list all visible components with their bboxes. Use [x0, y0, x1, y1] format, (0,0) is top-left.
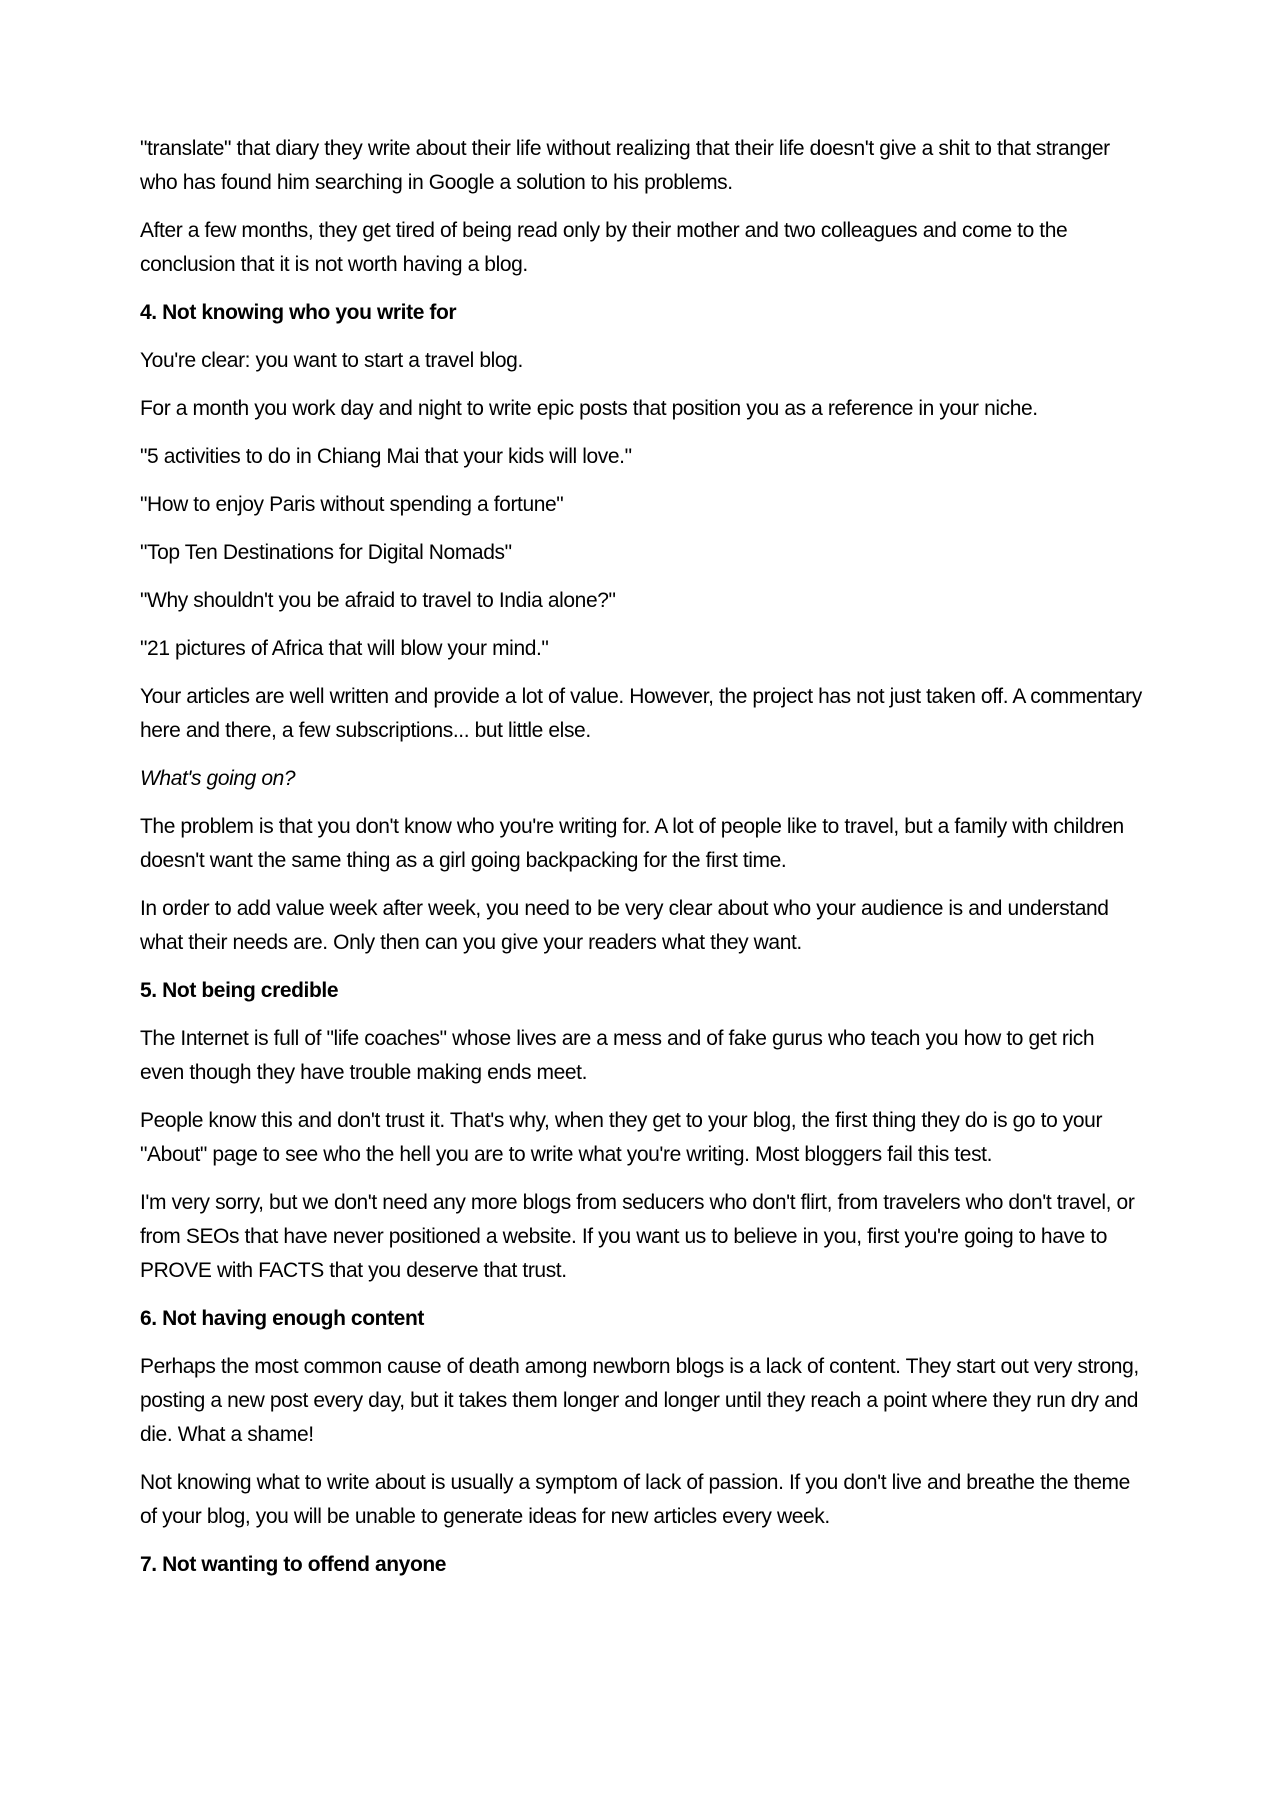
paragraph: "21 pictures of Africa that will blow your mind."	[140, 637, 549, 660]
paragraph: Your articles are well written and provide a lot of value. However, the project has not just taken off. A commentary here and there, a few subscriptions... but little else.	[140, 685, 1142, 742]
section-heading: 5. Not being credible	[140, 979, 339, 1002]
paragraph: I'm very sorry, but we don't need any more blogs from seducers who don't flirt, from travelers who don't travel, or from SEOs that have never positioned a website. If you want us to believe in you, first you're going to have to PROVE with FACTS that you deserve that trust.	[140, 1191, 1135, 1282]
italic-paragraph: What's going on?	[140, 767, 296, 790]
paragraph: "How to enjoy Paris without spending a fortune"	[140, 493, 564, 516]
paragraph: The problem is that you don't know who you're writing for. A lot of people like to travel, but a family with children doesn't want the same thing as a girl going backpacking for the first time.	[140, 815, 1124, 872]
section-heading: 6. Not having enough content	[140, 1307, 424, 1330]
paragraph: After a few months, they get tired of being read only by their mother and two colleagues and come to the conclusion that it is not worth having a blog.	[140, 219, 1068, 276]
paragraph: "5 activities to do in Chiang Mai that your kids will love."	[140, 445, 632, 468]
paragraph: "Why shouldn't you be afraid to travel to India alone?"	[140, 589, 616, 612]
section-heading: 4. Not knowing who you write for	[140, 301, 457, 324]
paragraph: "Top Ten Destinations for Digital Nomads"	[140, 541, 512, 564]
paragraph: The Internet is full of "life coaches" whose lives are a mess and of fake gurus who teach you how to get rich even though they have trouble making ends meet.	[140, 1027, 1095, 1084]
paragraph: Not knowing what to write about is usually a symptom of lack of passion. If you don't live and breathe the theme of your blog, you will be unable to generate ideas for new articles every week.	[140, 1471, 1130, 1528]
paragraph: Perhaps the most common cause of death among newborn blogs is a lack of content. They start out very strong, posting a new post every day, but it takes them longer and longer until they reach a point where they run dry and die. What a shame!	[140, 1355, 1139, 1446]
paragraph: You're clear: you want to start a travel blog.	[140, 349, 523, 372]
paragraph: "translate" that diary they write about their life without realizing that their life doesn't give a shit to that stranger who has found him searching in Google a solution to his problems.	[140, 137, 1110, 194]
paragraph: In order to add value week after week, you need to be very clear about who your audience is and understand what their needs are. Only then can you give your readers what they want.	[140, 897, 1109, 954]
paragraph: People know this and don't trust it. That's why, when they get to your blog, the first thing they do is go to your "About" page to see who the hell you are to write what you're writing. Most bloggers fail this test.	[140, 1109, 1103, 1166]
document-content	[140, 132, 1143, 1582]
section-heading: 7. Not wanting to offend anyone	[140, 1553, 447, 1576]
paragraph: For a month you work day and night to write epic posts that position you as a reference in your niche.	[140, 397, 1038, 420]
